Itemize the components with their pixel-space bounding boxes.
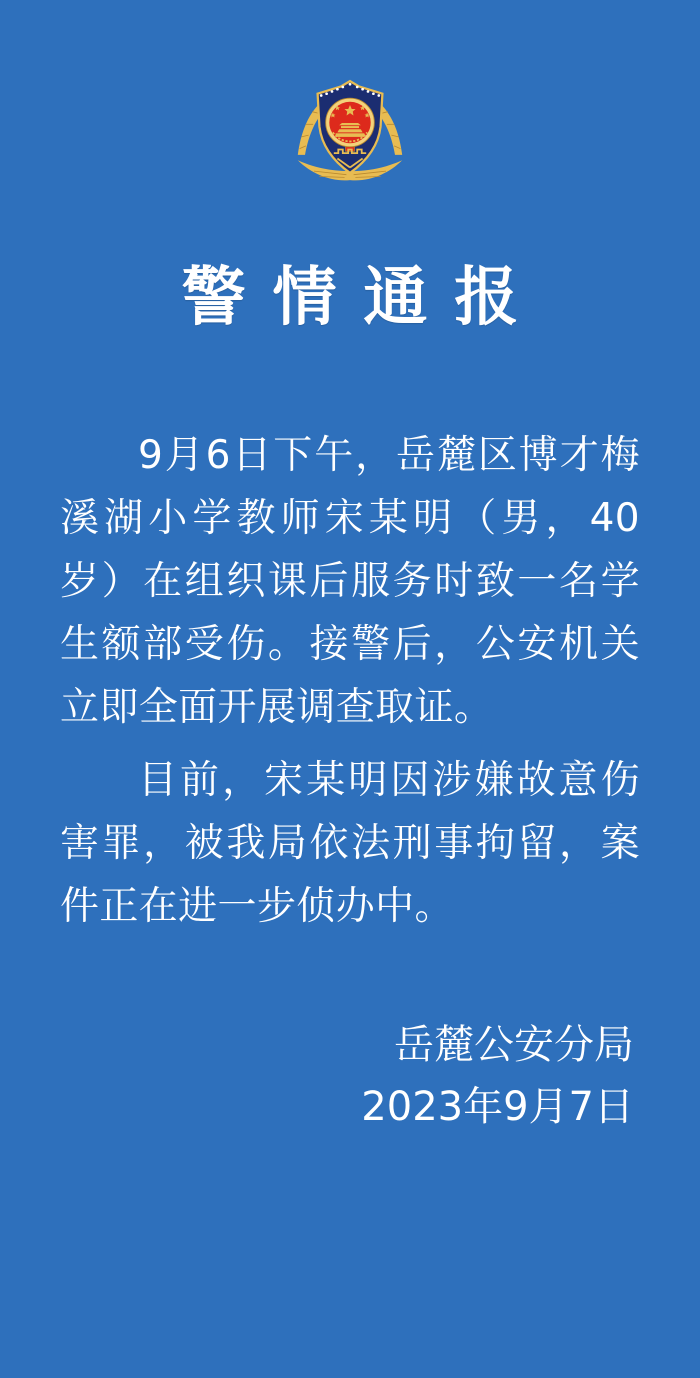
notice-date: 2023年9月7日 [361, 1084, 634, 1130]
notice-paragraph-2: 目前，宋某明因涉嫌故意伤害罪，被我局依法刑事拘留，案件正在进一步侦办中。 [60, 758, 640, 929]
notice-body [0, 424, 700, 938]
police-notice-poster [0, 58, 700, 1378]
police-badge-icon [287, 58, 413, 196]
notice-footer [0, 1014, 634, 1138]
issuer-signature: 岳麓公安分局 [394, 1022, 634, 1068]
notice-title: 警情通报 [181, 260, 546, 335]
notice-paragraph-1: 9月6日下午，岳麓区博才梅溪湖小学教师宋某明（男，40岁）在组织课后服务时致一名学生额部受伤。接警后，公安机关立即全面开展调查取证。 [60, 433, 640, 730]
